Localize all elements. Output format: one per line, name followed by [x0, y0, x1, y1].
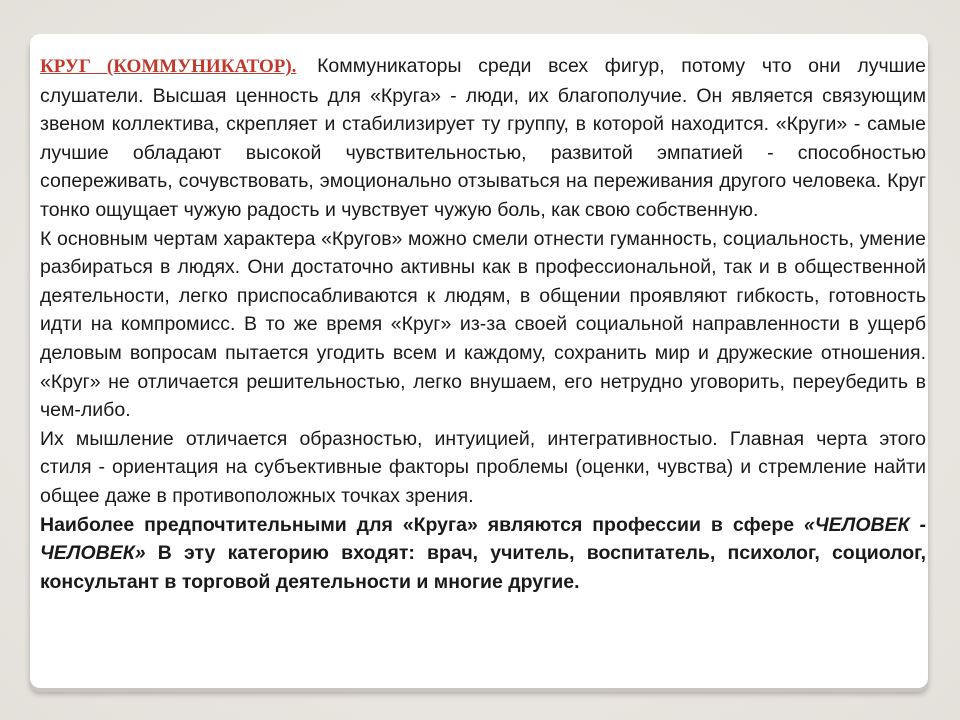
paragraph-thinking: Их мышление отличается образностью, интуицией, интегративностыо. Главная черта этого стиля - ориентация на субъективные факторы проблемы (оценки, чувства) и стремление найти общее даже в противоположных точках зрения.: [40, 427, 926, 507]
slide-content: [40, 52, 926, 596]
paragraph-intro-text: Коммуникаторы среди всех фигур, потому что они лучшие слушатели. Высшая ценность для «Круга» - люди, их благополучие. Он является связующим звеном коллектива, скрепляет и стабилизирует ту группу, в которой находится. «Круги» - самые лучшие обладают высокой чувствительностью, развитой эмпатией - способностью сопереживать, сочувствовать, эмоционально отзываться на переживания другого человека. Круг тонко ощущает чужую радость и чувствует чужую боль, как свою собственную.: [40, 55, 927, 221]
paragraph-traits: К основным чертам характера «Кругов» можно смели отнести гуманность, социальность, умение разбираться в людях. Они достаточно активны как в профессиональной, так и в общественной деятельности, легко приспосабливаются к людям, в общении проявляют гибкость, готовность идти на компромисс. В то же время «Круг» из-за своей социальной направленности в ущерб деловым вопросам пытается угодить всем и каждому, сохранить мир и дружеские отношения. «Круг» не отличается решительностью, легко внушаем, его нетрудно уговорить, переубедить в чем-либо.: [40, 227, 926, 422]
professions-intro: Наиболее предпочтительными для «Круга» являются профессии в сфере: [40, 513, 805, 536]
professions-list: В эту категорию входят: врач, учитель, воспитатель, психолог, социолог, консультант в торговой деятельности и многие другие.: [40, 542, 926, 593]
paragraph-intro: [40, 52, 926, 225]
professions-sphere: «ЧЕЛОВЕК - ЧЕЛОВЕК»: [40, 513, 927, 565]
section-heading: КРУГ (КОММУНИКАТОР).: [40, 56, 297, 77]
paragraph-professions: [40, 511, 926, 597]
